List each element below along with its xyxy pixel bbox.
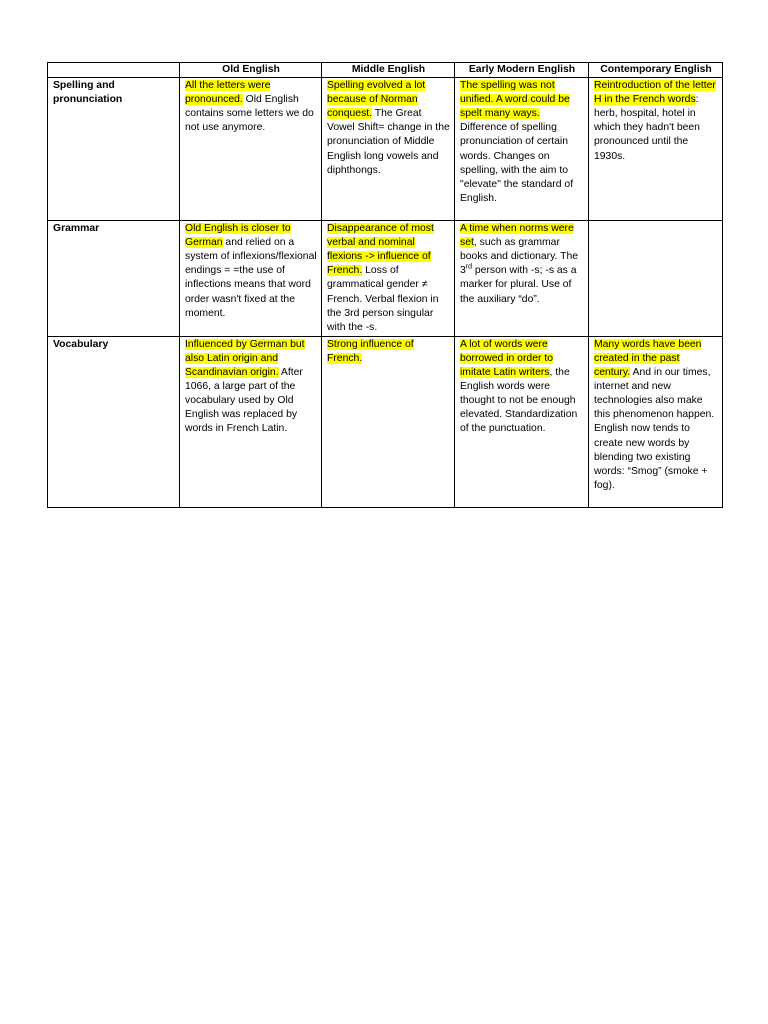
highlighted-text: A time when norms were set [460, 223, 574, 249]
cell-paragraph [185, 79, 317, 135]
cell-text: English now tends to create new words by blending two existing words: “Smog” (smoke + fog). [594, 423, 708, 491]
highlighted-text: All the letters were pronounced. [185, 80, 271, 106]
row-label-grammar: Grammar [48, 221, 180, 337]
row-label-spelling: Spelling and pronunciation [48, 78, 180, 221]
cell-grammar-old-english [180, 221, 322, 337]
cell-text: And in our times, internet and new technologies also make this phenomenon happen. [594, 367, 715, 421]
cell-text: After 1066, a large part of the vocabulary used by Old English was replaced by words in French Latin. [185, 367, 303, 435]
highlighted-text: Influenced by German but also Latin origin and Scandinavian origin. [185, 338, 305, 379]
row-vocabulary [48, 336, 723, 507]
cell-grammar-middle-english [322, 221, 455, 337]
highlighted-text: Old English is closer to German [185, 223, 291, 249]
cell-vocabulary-middle-english [322, 336, 455, 507]
cell-text: and relied on a system of inflexions/flexional endings = =the use of inflections means that word order wasn't fixed at the moment. [185, 237, 317, 319]
cell-paragraph [327, 79, 450, 178]
cell-text: person with -s; -s as a marker for plural. Use of the auxiliary “do”. [460, 265, 577, 305]
highlighted-text: Disappearance of most verbal and nominal flexions -> influence of French. [327, 223, 434, 277]
header-early-modern-english: Early Modern English [455, 63, 589, 78]
cell-spelling-middle-english [322, 78, 455, 221]
highlighted-text: Many words have been created in the past century. [594, 338, 702, 379]
header-middle-english: Middle English [322, 63, 455, 78]
cell-grammar-early-modern [455, 221, 589, 337]
cell-text: Old English contains some letters we do not use anymore. [185, 94, 314, 134]
cell-spelling-contemporary [589, 78, 723, 221]
cell-vocabulary-contemporary [589, 336, 723, 507]
header-corner-cell [48, 63, 180, 78]
highlighted-text: Spelling evolved a lot because of Norman conquest. [327, 80, 426, 120]
header-contemporary-english: Contemporary English [589, 63, 723, 78]
superscript-text: rd [465, 263, 473, 271]
cell-paragraph [327, 222, 450, 335]
cell-paragraph [185, 338, 317, 437]
row-grammar [48, 221, 723, 337]
cell-text: , such as grammar books and dictionary. The 3 [460, 237, 579, 277]
cell-paragraph [594, 338, 718, 423]
highlighted-text: Strong influence of French. [327, 338, 414, 364]
cell-paragraph [327, 338, 450, 366]
cell-text: Loss of grammatical gender ≠ French. Verbal flexion in the 3rd person singular with the -s. [327, 265, 439, 333]
highlighted-text: The spelling was not unified. A word could be spelt many ways. [460, 80, 570, 120]
highlighted-text: A lot of words were borrowed in order to imitate Latin writers [460, 338, 553, 379]
cell-text: , the English words were thought to not be enough elevated. Standardization of the punctuation. [460, 367, 578, 435]
cell-paragraph [460, 79, 584, 206]
cell-paragraph [594, 422, 718, 492]
row-label-vocabulary: Vocabulary [48, 336, 180, 507]
highlighted-text: Reintroduction of the letter H in the French words [594, 80, 716, 106]
cell-spelling-early-modern [455, 78, 589, 221]
comparison-table [47, 62, 723, 508]
cell-vocabulary-early-modern [455, 336, 589, 507]
cell-grammar-contemporary [589, 221, 723, 337]
cell-paragraph [594, 79, 718, 164]
cell-paragraph [185, 222, 317, 321]
cell-text: : herb, hospital, hotel in which they hadn't been pronounced until the 1930s. [594, 94, 700, 162]
cell-paragraph [460, 222, 584, 307]
cell-vocabulary-old-english [180, 336, 322, 507]
cell-spelling-old-english [180, 78, 322, 221]
header-old-english: Old English [180, 63, 322, 78]
header-row [48, 63, 723, 78]
cell-text: The Great Vowel Shift= change in the pronunciation of Middle English long vowels and diphthongs. [327, 108, 450, 176]
row-spelling-pronunciation [48, 78, 723, 221]
cell-paragraph [460, 338, 584, 437]
cell-text: Difference of spelling pronunciation of certain words. Changes on spelling, with the aim to "elevate" the standard of English. [460, 122, 574, 204]
